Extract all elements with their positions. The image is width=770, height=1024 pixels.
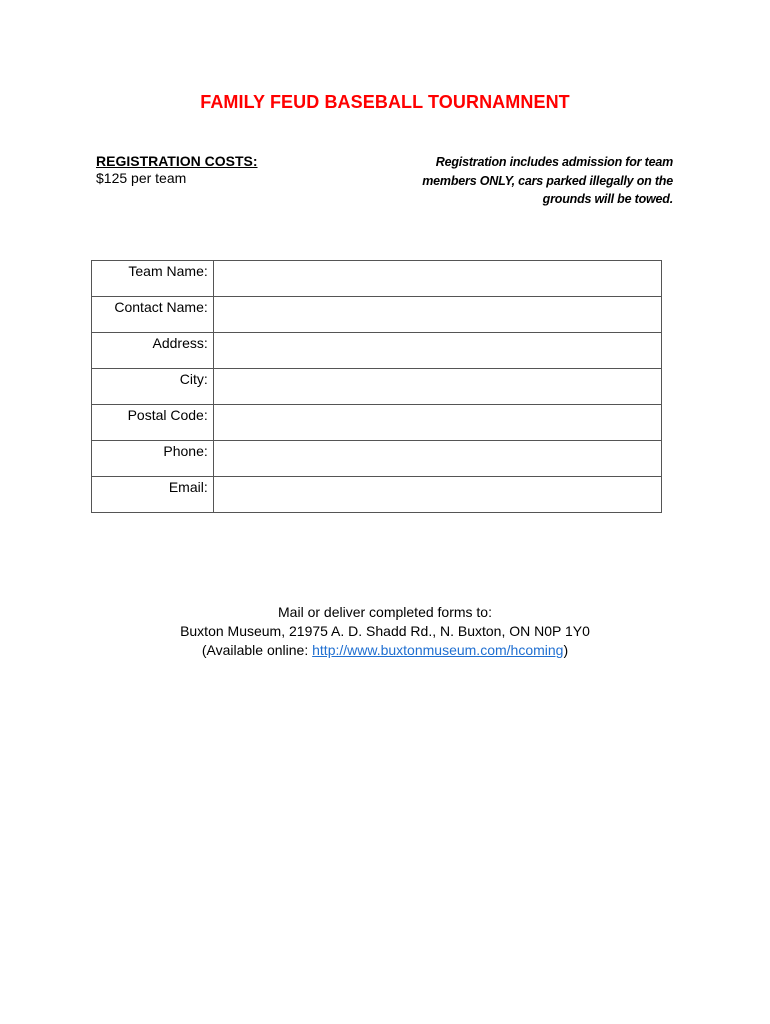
registration-form-table bbox=[91, 260, 662, 513]
online-form-link[interactable]: http://www.buxtonmuseum.com/hcoming bbox=[312, 642, 564, 658]
phone-label: Phone: bbox=[92, 441, 214, 477]
page-title: FAMILY FEUD BASEBALL TOURNAMNENT bbox=[200, 92, 570, 112]
online-suffix: ) bbox=[563, 642, 569, 658]
phone-field[interactable] bbox=[213, 441, 661, 477]
team-name-label: Team Name: bbox=[92, 261, 214, 297]
contact-name-field[interactable] bbox=[213, 297, 661, 333]
notice-line-2: members ONLY, cars parked illegally on the bbox=[422, 173, 673, 188]
address-field[interactable] bbox=[213, 333, 661, 369]
costs-price: $125 per team bbox=[96, 170, 187, 186]
form-row-phone bbox=[92, 441, 662, 477]
notice-line-3: grounds will be towed. bbox=[542, 192, 673, 206]
form-row-contact-name bbox=[92, 297, 662, 333]
city-field[interactable] bbox=[213, 369, 661, 405]
notice-line-1: Registration includes admission for team bbox=[435, 155, 673, 169]
contact-name-label: Contact Name: bbox=[92, 297, 214, 333]
form-row-address bbox=[92, 333, 662, 369]
address-label: Address: bbox=[92, 333, 214, 369]
online-prefix: (Available online: bbox=[201, 642, 313, 658]
postal-code-label: Postal Code: bbox=[92, 405, 214, 441]
email-label: Email: bbox=[92, 477, 214, 513]
city-label: City: bbox=[92, 369, 214, 405]
registration-costs bbox=[96, 153, 258, 187]
costs-heading: REGISTRATION COSTS: bbox=[96, 153, 258, 169]
mailing-address: Buxton Museum, 21975 A. D. Shadd Rd., N. Buxton, ON N0P 1Y0 bbox=[180, 623, 590, 639]
form-row-email bbox=[92, 477, 662, 513]
registration-notice bbox=[373, 153, 673, 209]
form-row-postal-code bbox=[92, 405, 662, 441]
form-row-city bbox=[92, 369, 662, 405]
postal-code-field[interactable] bbox=[213, 405, 661, 441]
mailing-line-1: Mail or deliver completed forms to: bbox=[278, 604, 492, 620]
online-availability bbox=[0, 641, 770, 660]
team-name-field[interactable] bbox=[213, 261, 661, 297]
email-field[interactable] bbox=[213, 477, 661, 513]
mailing-instructions bbox=[0, 603, 770, 660]
form-row-team-name bbox=[92, 261, 662, 297]
